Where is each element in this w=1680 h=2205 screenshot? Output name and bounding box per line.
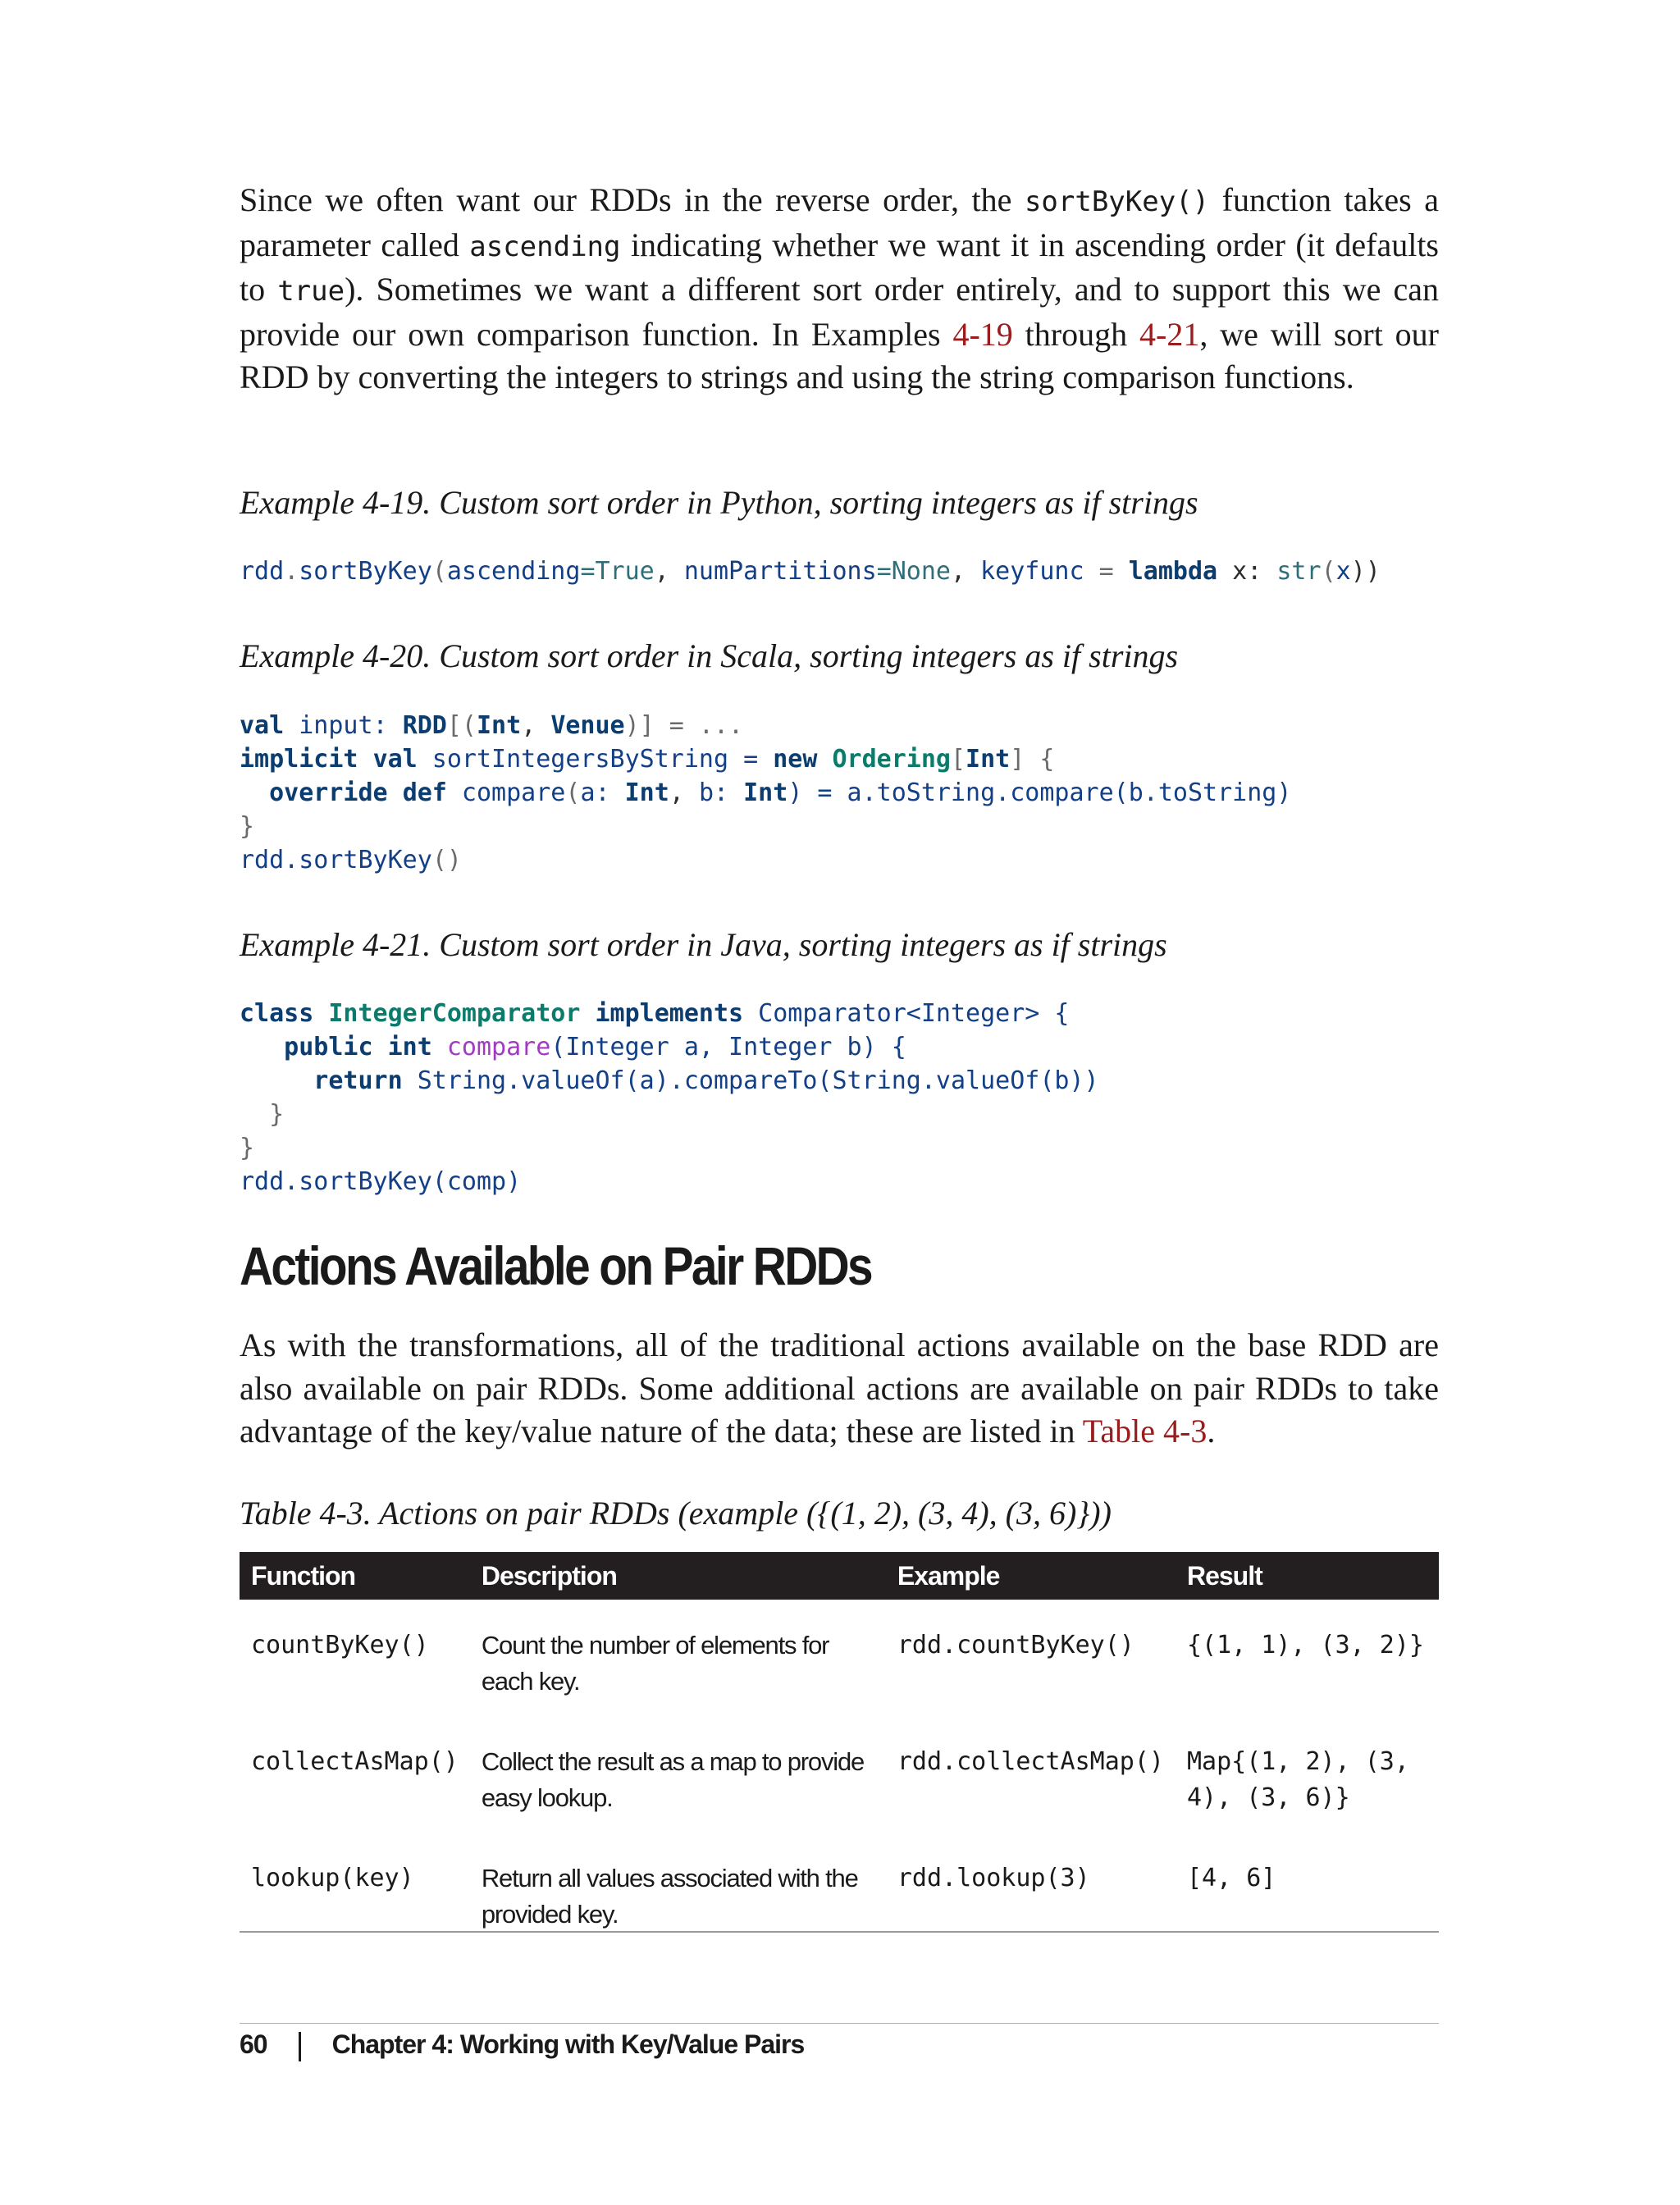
xref-table-4-3[interactable]: Table 4-3 [1082,1413,1208,1449]
cell-example: rdd.countByKey() [897,1631,1134,1659]
cell-description: Count the number of elements for each key. [481,1631,829,1696]
section-text-1: As with the transformations, all of the traditional actions available on the base RDD are also available on pair RDDs. Some additional actions are available on pair RDDs to take advantage of the key/value nature of the data; these are listed in [240,1326,1439,1449]
header-function: Function [240,1552,470,1600]
cell-function: lookup(key) [251,1864,414,1892]
example-4-20-caption: Example 4-20. Custom sort order in Scala, sorting integers as if strings [240,637,1179,674]
cell-example: rdd.collectAsMap() [897,1747,1164,1776]
table-row [240,1600,1439,1719]
intro-text-6: , we will sort our RDD by converting the integers to strings and using the string comparison functions. [240,315,1440,395]
intro-text-3: indicating whether we want it in ascending order (it defaults to [240,226,1439,308]
inline-code-ascending: ascending [469,230,621,263]
cell-example: rdd.lookup(3) [897,1864,1090,1892]
table-bottom-rule [240,1931,1439,1933]
header-result: Result [1176,1552,1439,1600]
section-paragraph [240,1324,1439,1454]
section-text-2: . [1207,1413,1216,1449]
cell-function: countByKey() [251,1631,429,1659]
intro-text-2: function takes a parameter called [240,181,1439,263]
page-number: 60 [240,2029,267,2059]
xref-example-4-21[interactable]: 4-21 [1139,315,1200,353]
intro-text-4: ). Sometimes we want a different sort order entirely, and to support this we can provide our own comparison function. In Examples [240,271,1439,353]
header-description: Description [470,1552,886,1600]
table-caption: Table 4-3. Actions on pair RDDs (example ({(1, 2), (3, 4), (3, 6)})) [240,1495,1112,1532]
example-4-21-code: class IntegerComparator implements Comparator<Integer> { public int compare(Integer a, Integer b) { return String.valueOf(a).compareTo(String.valueOf(b)) } } rdd.sortByKey(comp) [240,999,1099,1196]
section-heading: Actions Available on Pair RDDs [240,1235,872,1296]
intro-text-1: Since we often want our RDDs in the reverse order, the [240,181,1025,218]
cell-function: collectAsMap() [251,1747,459,1776]
inline-code-true: true [277,275,345,308]
header-example: Example [886,1552,1176,1600]
table-header-row [240,1552,1439,1600]
xref-example-4-19[interactable]: 4-19 [952,315,1013,353]
cell-description: Collect the result as a map to provide easy lookup. [481,1747,865,1812]
page-footer [240,2029,804,2061]
actions-table [240,1552,1439,1952]
cell-description: Return all values associated with the provided key. [481,1864,858,1929]
table-row [240,1836,1439,1952]
table-row [240,1719,1439,1836]
intro-paragraph [240,179,1439,399]
example-4-19-code: rdd.sortByKey(ascending=True, numPartitions=None, keyfunc = lambda x: str(x)) [240,557,1381,586]
inline-code-sortbykey: sortByKey() [1024,185,1210,218]
footer-rule [240,2023,1439,2024]
cell-result: {(1, 1), (3, 2)} [1186,1631,1424,1659]
footer-separator [299,2032,301,2061]
example-4-21-caption: Example 4-21. Custom sort order in Java, sorting integers as if strings [240,926,1167,963]
example-4-20-code: val input: RDD[(Int, Venue)] = ... implicit val sortIntegersByString = new Ordering[Int] { override def compare(a: Int, b: Int) = a.toString.compare(b.toString) } rdd.sortByKey() [240,711,1292,874]
cell-result: Map{(1, 2), (3, 4), (3, 6)} [1186,1747,1409,1812]
intro-text-5: through [1012,315,1139,353]
cell-result: [4, 6] [1186,1864,1276,1892]
chapter-title: Chapter 4: Working with Key/Value Pairs [331,2029,805,2059]
example-4-19-caption: Example 4-19. Custom sort order in Python, sorting integers as if strings [240,484,1198,521]
